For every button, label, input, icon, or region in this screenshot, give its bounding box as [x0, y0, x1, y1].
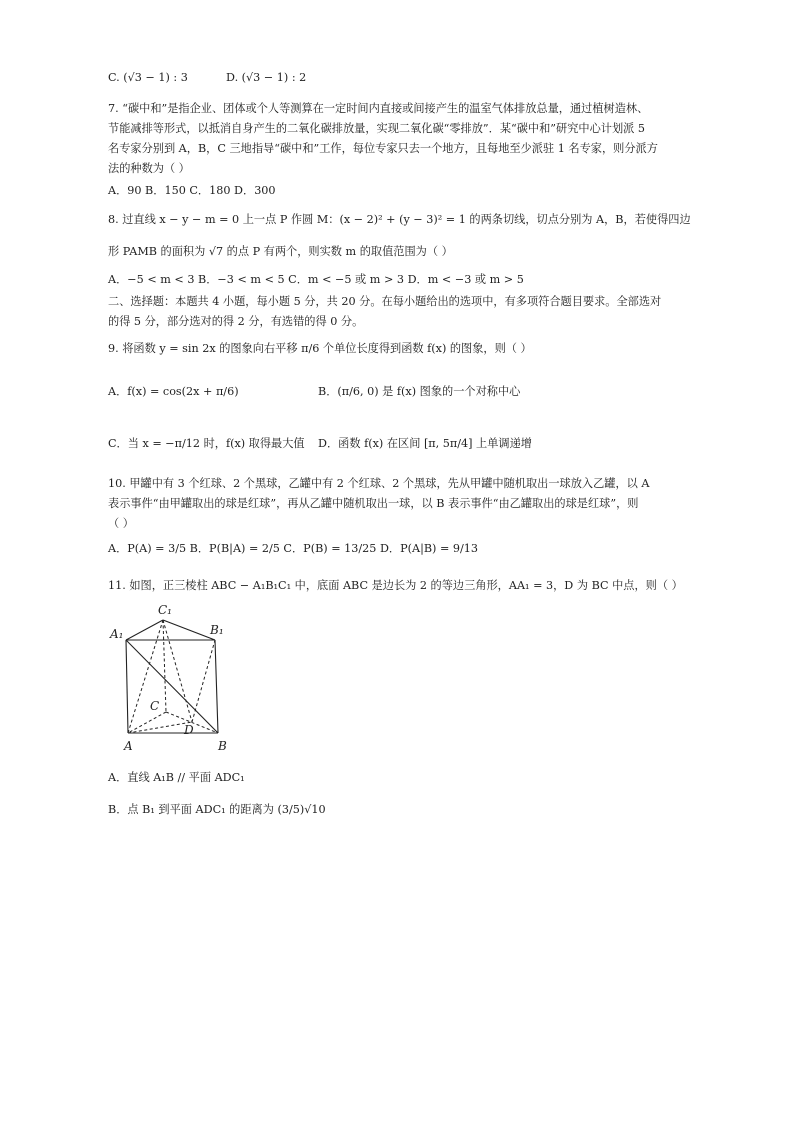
edge-a1-b [126, 640, 218, 733]
q7-line-3: 名专家分别到 A，B，C 三地指导“碳中和”工作，每位专家只去一个地方，且每地至少派驻 1 名专家，则分派方 [108, 142, 658, 155]
q10-line-3: （ ） [108, 517, 134, 530]
section2-line-2: 的得 5 分，部分选对的得 2 分，有选错的得 0 分。 [108, 315, 364, 328]
q7-options: A．90 B．150 C．180 D．300 [108, 184, 276, 197]
q11-option-a: A．直线 A₁B // 平面 ADC₁ [108, 771, 245, 784]
q7-line-4: 法的种数为（ ） [108, 162, 190, 175]
label-b: B [218, 739, 227, 753]
label-b1: B₁ [210, 623, 224, 637]
prism-diagram [108, 600, 248, 760]
q10-line-1: 10. 甲罐中有 3 个红球、2 个黑球，乙罐中有 2 个红球、2 个黑球，先从甲罐中随机取出一球放入乙罐，以 A [108, 477, 650, 490]
label-c1: C₁ [158, 603, 172, 617]
q7-line-2: 节能减排等形式，以抵消自身产生的二氧化碳排放量，实现二氧化碳“零排放”．某“碳中和”研究中心计划派 5 [108, 122, 645, 135]
q9-stem: 9. 将函数 y = sin 2x 的图象向右平移 π/6 个单位长度得到函数 f(x) 的图象，则（ ） [108, 342, 532, 355]
q9-option-a: A．f(x) = cos(2x + π/6) [108, 385, 239, 398]
label-a1: A₁ [110, 627, 124, 641]
edge-b1-b [215, 640, 218, 733]
q6-option-d: D. (√3 − 1) : 2 [226, 71, 307, 84]
q6-option-c: C. (√3 − 1) : 3 [108, 71, 188, 84]
section2-line-1: 二、选择题：本题共 4 小题，每小题 5 分，共 20 分。在每小题给出的选项中，有多项符合题目要求。全部选对 [108, 295, 662, 308]
q10-line-2: 表示事件“由甲罐取出的球是红球”，再从乙罐中随机取出一球，以 B 表示事件“由乙罐取出的球是红球”，则 [108, 497, 639, 510]
q9-option-b: B．(π/6, 0) 是 f(x) 图象的一个对称中心 [318, 385, 521, 398]
q8-options: A．−5 < m < 3 B．−3 < m < 5 C．m < −5 或 m > 3 D．m < −3 或 m > 5 [108, 273, 524, 286]
label-c: C [150, 699, 160, 713]
edge-a1-a [126, 640, 128, 733]
edge-a-c1 [128, 620, 163, 733]
edge-c1-c [163, 620, 166, 712]
edge-a-d [128, 722, 192, 733]
label-d: D [184, 723, 194, 737]
q8-line-1: 8. 过直线 x − y − m = 0 上一点 P 作圆 M：(x − 2)² + (y − 3)² = 1 的两条切线，切点分别为 A，B，若使得四边 [108, 213, 691, 226]
q11-option-b: B．点 B₁ 到平面 ADC₁ 的距离为 (3/5)√10 [108, 803, 326, 816]
q8-line-2: 形 PAMB 的面积为 √7 的点 P 有两个，则实数 m 的取值范围为（ ） [108, 245, 453, 258]
label-a: A [124, 739, 133, 753]
edge-c1-b1 [163, 620, 215, 640]
q9-option-d: D．函数 f(x) 在区间 [π, 5π/4] 上单调递增 [318, 437, 532, 450]
q11-stem: 11. 如图，正三棱柱 ABC − A₁B₁C₁ 中，底面 ABC 是边长为 2 的等边三角形，AA₁ = 3，D 为 BC 中点，则（ ） [108, 579, 683, 592]
edge-c1-d [163, 620, 192, 722]
prism-figure [108, 600, 248, 760]
q9-option-c: C．当 x = −π/12 时，f(x) 取得最大值 [108, 437, 305, 450]
q7-line-1: 7. “碳中和”是指企业、团体或个人等测算在一定时间内直接或间接产生的温室气体排放总量，通过植树造林、 [108, 102, 649, 115]
q10-options: A．P(A) = 3/5 B．P(B|A) = 2/5 C．P(B) = 13/25 D．P(A|B) = 9/13 [108, 542, 479, 555]
edge-d-b1 [192, 640, 215, 722]
